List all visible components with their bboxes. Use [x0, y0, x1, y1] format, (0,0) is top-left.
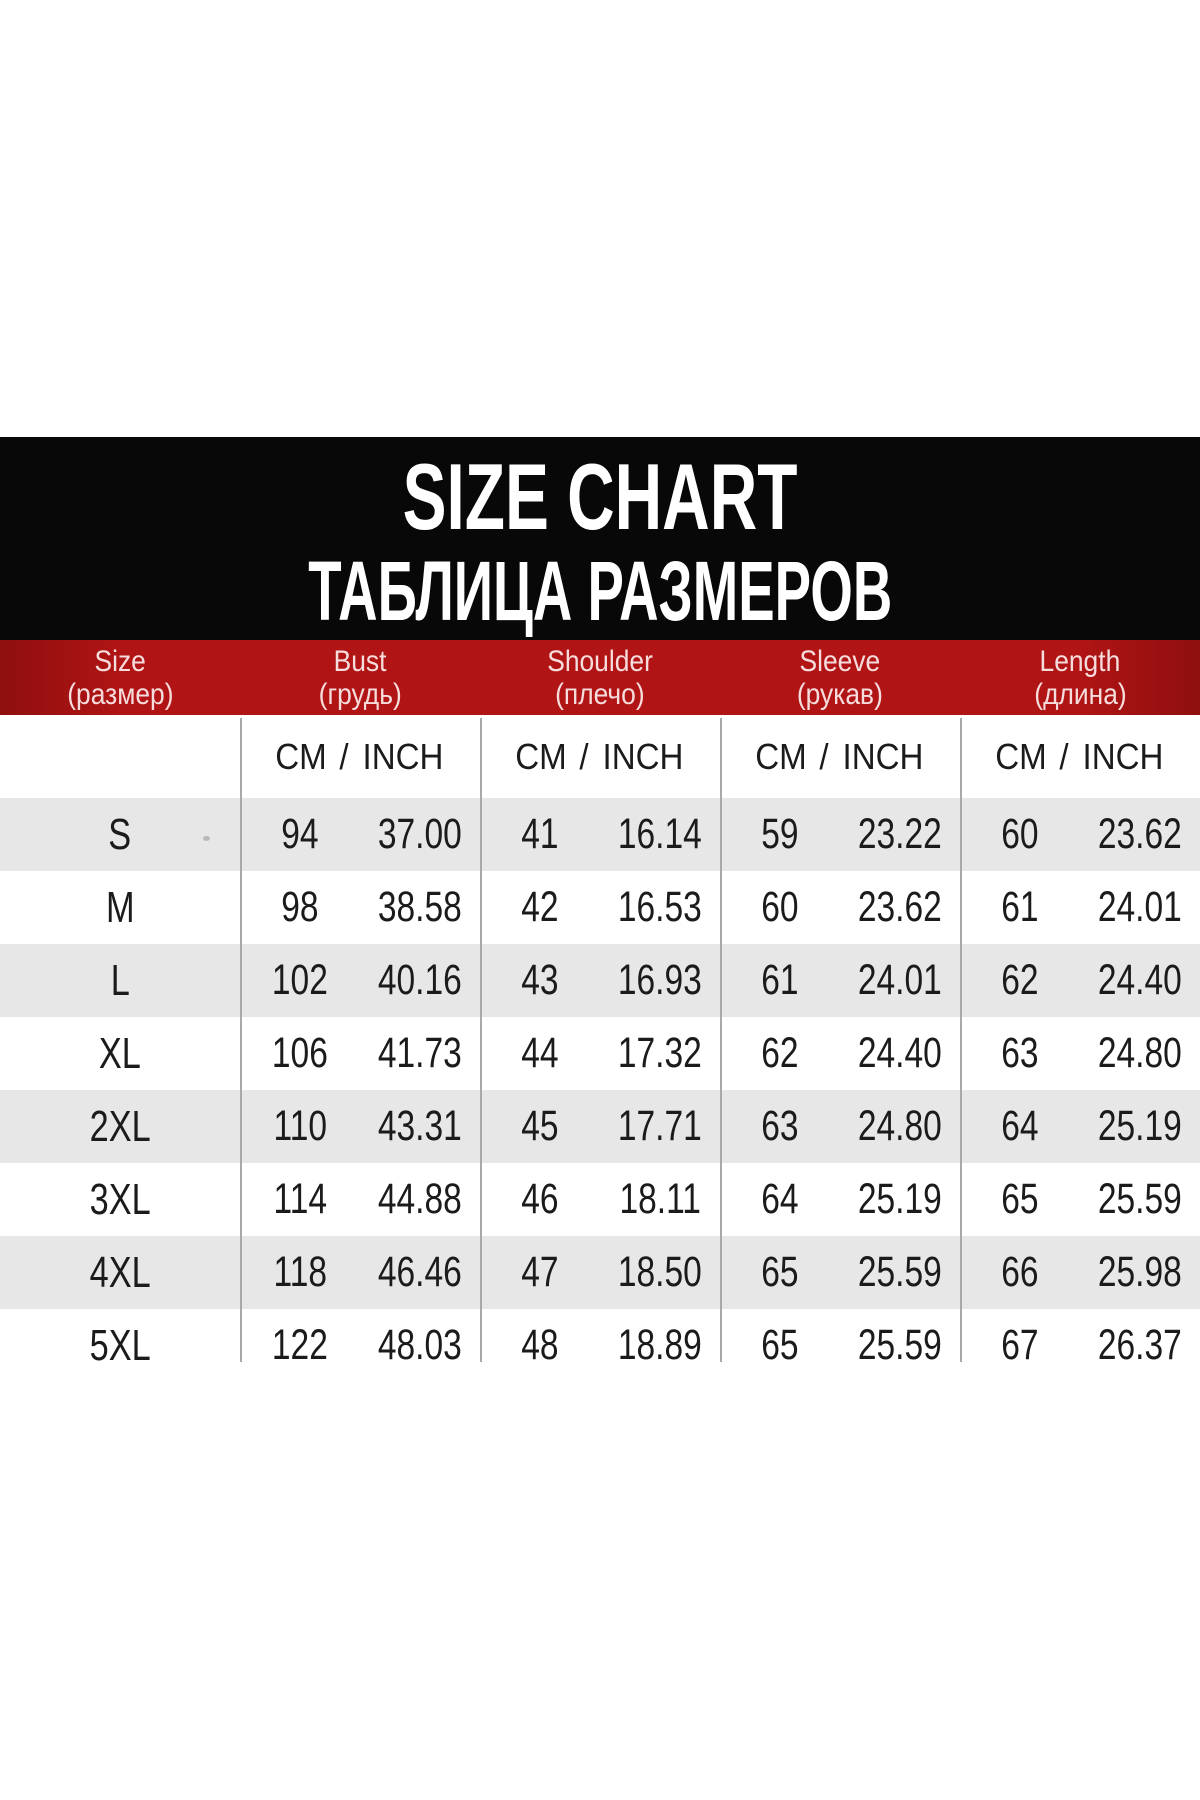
size-label: S	[108, 809, 132, 859]
column-divider	[480, 718, 482, 1362]
units-row	[0, 715, 1200, 798]
units-bust: CM / INCH	[275, 735, 444, 777]
bust-values: 94 37.00	[281, 810, 462, 858]
artifact-speck	[203, 836, 210, 841]
title-english: SIZE CHART	[402, 444, 798, 550]
shoulder-values: 42 16.53	[521, 883, 702, 931]
title-banner	[0, 437, 1200, 640]
length-values: 65 25.59	[1001, 1175, 1182, 1223]
size-label: 2XL	[89, 1101, 151, 1151]
header-shoulder: Shoulder (плечо)	[547, 644, 653, 711]
length-values: 62 24.40	[1001, 956, 1182, 1004]
size-label: 5XL	[89, 1320, 151, 1362]
size-label: 4XL	[89, 1247, 151, 1297]
length-values: 60 23.62	[1001, 810, 1182, 858]
table-row-5xl	[0, 1309, 1200, 1362]
table-body	[0, 798, 1200, 1362]
length-values: 64 25.19	[1001, 1102, 1182, 1150]
shoulder-values: 46 18.11	[521, 1175, 701, 1223]
length-values: 67 26.37	[1001, 1321, 1182, 1362]
sleeve-values: 61 24.01	[761, 956, 942, 1004]
shoulder-values: 44 17.32	[521, 1029, 702, 1077]
length-values: 63 24.80	[1001, 1029, 1182, 1077]
length-values: 66 25.98	[1001, 1248, 1182, 1296]
shoulder-values: 48 18.89	[521, 1321, 702, 1362]
table-row-s	[0, 798, 1200, 871]
bust-values: 110 43.31	[273, 1102, 462, 1150]
length-values: 61 24.01	[1001, 883, 1182, 931]
shoulder-values: 43 16.93	[521, 956, 702, 1004]
sleeve-values: 64 25.19	[761, 1175, 942, 1223]
bust-values: 114 44.88	[273, 1175, 462, 1223]
table-row-xl	[0, 1017, 1200, 1090]
header-bust: Bust (грудь)	[318, 644, 402, 711]
header-length: Length (длина)	[1033, 644, 1127, 711]
bust-values: 98 38.58	[281, 883, 462, 931]
header-sleeve: Sleeve (рукав)	[796, 644, 883, 711]
table-row-m	[0, 871, 1200, 944]
bust-values: 122 48.03	[272, 1321, 462, 1362]
shoulder-values: 45 17.71	[521, 1102, 702, 1150]
sleeve-values: 65 25.59	[761, 1248, 942, 1296]
sleeve-values: 60 23.62	[761, 883, 942, 931]
table-row-l	[0, 944, 1200, 1017]
sleeve-values: 63 24.80	[761, 1102, 942, 1150]
bust-values: 106 41.73	[272, 1029, 462, 1077]
sleeve-values: 59 23.22	[761, 810, 942, 858]
header-size: Size (размер)	[66, 644, 174, 711]
table-row-4xl	[0, 1236, 1200, 1309]
sleeve-values: 62 24.40	[761, 1029, 942, 1077]
size-label: M	[105, 882, 135, 932]
column-divider	[720, 718, 722, 1362]
sleeve-values: 65 25.59	[761, 1321, 942, 1362]
size-label: 3XL	[89, 1174, 151, 1224]
units-shoulder: CM / INCH	[515, 735, 684, 777]
table-row-3xl	[0, 1163, 1200, 1236]
units-size-empty	[0, 715, 240, 798]
title-russian: ТАБЛИЦА РАЗМЕРОВ	[307, 544, 893, 638]
bust-values: 102 40.16	[272, 956, 462, 1004]
shoulder-values: 47 18.50	[521, 1248, 702, 1296]
column-header-band	[0, 640, 1200, 715]
column-divider	[960, 718, 962, 1362]
size-label: XL	[98, 1028, 141, 1078]
units-sleeve: CM / INCH	[755, 735, 924, 777]
bust-values: 118 46.46	[273, 1248, 462, 1296]
shoulder-values: 41 16.14	[521, 810, 702, 858]
column-divider	[240, 718, 242, 1362]
table-row-2xl	[0, 1090, 1200, 1163]
units-length: CM / INCH	[995, 735, 1164, 777]
size-label: L	[110, 955, 130, 1005]
